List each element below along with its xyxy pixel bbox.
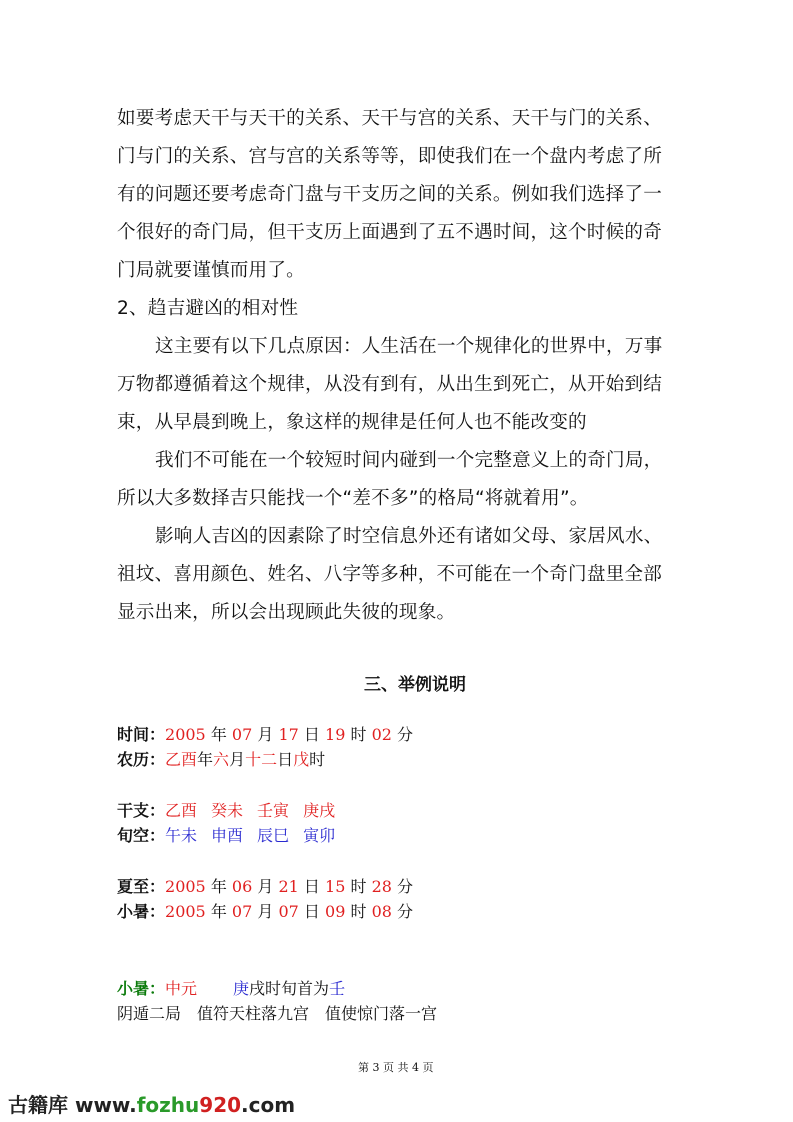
ganzhi-row: 干支：乙酉 癸未 壬寅 庚戌 [117, 801, 336, 820]
body-line: 门与门的关系、宫与宫的关系等等，即使我们在一个盘内考虑了所 [117, 146, 663, 167]
body-line: 束，从早晨到晚上，象这样的规律是任何人也不能改变的 [117, 412, 587, 433]
ju-row: 小暑：中元 庚戌时旬首为壬 [117, 979, 346, 998]
watermark-logo: 古籍库 www.fozhu920.com [8, 1093, 296, 1117]
body-line: 我们不可能在一个较短时间内碰到一个完整意义上的奇门局， [155, 450, 663, 471]
body-line: 这主要有以下几点原因：人生活在一个规律化的世界中，万事 [155, 336, 663, 357]
section-subheading: 2、趋吉避凶的相对性 [117, 298, 299, 319]
section-heading: 三、举例说明 [364, 675, 466, 695]
body-line: 所以大多数择吉只能找一个“差不多”的格局“将就着用”。 [117, 488, 589, 509]
body-line: 祖坟、喜用颜色、姓名、八字等多种，不可能在一个奇门盘里全部 [117, 564, 663, 585]
body-line: 万物都遵循着这个规律，从没有到有，从出生到死亡，从开始到结 [117, 374, 663, 395]
time-row: 时间：2005 年 07 月 17 日 19 时 02 分 [117, 725, 414, 744]
body-line: 如要考虑天干与天干的关系、天干与宫的关系、天干与门的关系、 [117, 108, 663, 129]
ju-detail-row: 阴遁二局 值符天柱落九宫 值使惊门落一宫 [117, 1004, 438, 1023]
page-footer: 第 3 页 共 4 页 [358, 1061, 434, 1074]
lunar-row: 农历：乙酉年六月十二日戊时 [117, 750, 326, 769]
body-line: 个很好的奇门局，但干支历上面遇到了五不遇时间，这个时候的奇 [117, 222, 663, 243]
xiazhi-row: 夏至：2005 年 06 月 21 日 15 时 28 分 [117, 877, 414, 896]
body-line: 门局就要谨慎而用了。 [117, 260, 305, 281]
body-line: 有的问题还要考虑奇门盘与干支历之间的关系。例如我们选择了一 [117, 184, 663, 205]
xunkong-row: 旬空：午未 申酉 辰巳 寅卯 [117, 826, 336, 845]
body-line: 显示出来，所以会出现顾此失彼的现象。 [117, 602, 456, 623]
body-line: 影响人吉凶的因素除了时空信息外还有诸如父母、家居风水、 [155, 526, 663, 547]
xiaoshu-row: 小暑：2005 年 07 月 07 日 09 时 08 分 [117, 902, 414, 921]
